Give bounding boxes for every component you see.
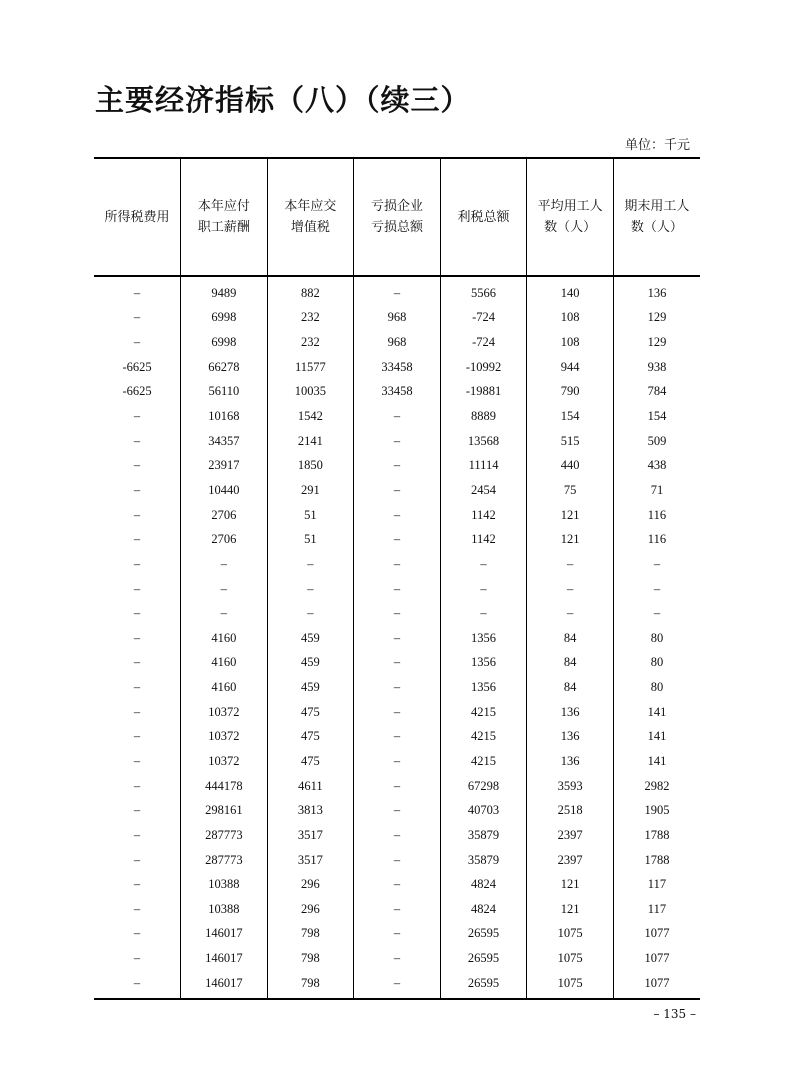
table-cell: – [354,503,441,528]
column-header-line: 平均用工人 [537,199,603,214]
table-cell: 84 [527,651,614,676]
table-cell: – [354,749,441,774]
economic-indicators-table [94,157,700,1000]
table-cell: – [133,310,141,325]
table-cell: 23917 [181,453,268,478]
table-cell: 34357 [181,429,268,454]
column-header-line: 本年应交 [284,199,337,214]
table-cell: 440 [527,453,614,478]
table-cell: 2706 [181,503,268,528]
table-cell: 10372 [181,749,268,774]
table-cell: 1142 [440,527,527,552]
column-header-line: 亏损企业 [370,199,423,214]
table-cell: – [354,700,441,725]
table-cell: -6625 [122,384,152,399]
column-header-line: 职工薪酬 [197,220,250,235]
page-number: – 135 – [653,1007,696,1021]
table-cell: 2518 [527,798,614,823]
table-cell: 117 [613,897,700,922]
table-row [94,276,700,306]
table-cell: -10992 [440,355,527,380]
table-row [94,527,700,552]
table-row [94,306,700,331]
table-body [94,276,700,999]
table-cell: 6998 [181,330,268,355]
table-cell: 10440 [181,478,268,503]
table-cell: – [133,951,141,966]
column-header-line: 增值税 [290,220,330,235]
table-cell: 84 [527,626,614,651]
table-cell: 298161 [181,798,268,823]
table-cell: 232 [267,306,354,331]
table-cell: 75 [527,478,614,503]
table-cell: – [133,704,141,719]
table-cell: 129 [613,330,700,355]
table-cell: 10388 [181,897,268,922]
table-cell: 33458 [354,380,441,405]
table-cell: -6625 [122,359,152,374]
table-row [94,872,700,897]
table-cell: – [267,552,354,577]
table-cell: 938 [613,355,700,380]
table-cell: – [527,577,614,602]
page-title: 主要经济指标（八）（续三） [95,83,471,117]
table-cell: 1142 [440,503,527,528]
table-cell: 2141 [267,429,354,454]
table-cell: 3517 [267,848,354,873]
table-cell: – [354,577,441,602]
table-cell: 26595 [440,946,527,971]
table-cell: – [133,630,141,645]
table-cell: – [133,507,141,522]
table-row [94,330,700,355]
table-cell: 968 [354,330,441,355]
table-row [94,798,700,823]
table-cell: 80 [613,626,700,651]
table-cell: – [181,577,268,602]
table-row [94,601,700,626]
table-cell: – [527,601,614,626]
table-cell: – [354,823,441,848]
table-cell: – [613,577,700,602]
table-cell: 1077 [613,946,700,971]
table-cell: – [354,453,441,478]
table-cell: 4160 [181,651,268,676]
column-header-loss [354,158,441,276]
table-cell: 9489 [181,276,268,306]
table-cell: – [133,852,141,867]
table-cell: 108 [527,306,614,331]
table-cell: – [133,285,141,300]
column-header-profit-tax [440,158,527,276]
table-cell: 1075 [527,922,614,947]
table-row [94,651,700,676]
table-cell: 121 [527,872,614,897]
table-cell: 67298 [440,774,527,799]
table-cell: – [354,429,441,454]
table-cell: 4824 [440,872,527,897]
table-row [94,429,700,454]
table-cell: – [440,601,527,626]
table-cell: – [354,798,441,823]
table-cell: 129 [613,306,700,331]
table-cell: 475 [267,700,354,725]
table-cell: 116 [613,503,700,528]
table-row [94,577,700,602]
table-cell: 459 [267,626,354,651]
table-cell: 232 [267,330,354,355]
table-cell: – [354,404,441,429]
table-cell: – [354,626,441,651]
table-cell: 117 [613,872,700,897]
table-cell: – [133,433,141,448]
table-cell: 1905 [613,798,700,823]
table-cell: – [133,901,141,916]
column-header-payroll [181,158,268,276]
table-cell: – [133,827,141,842]
table-cell: 882 [267,276,354,306]
table-cell: 1356 [440,651,527,676]
table-cell: 2982 [613,774,700,799]
table-cell: 51 [267,527,354,552]
table-cell: 121 [527,897,614,922]
table-cell: 798 [267,971,354,999]
table-cell: – [354,478,441,503]
table-cell: – [354,725,441,750]
table-cell: – [354,601,441,626]
table-cell: 154 [527,404,614,429]
table-cell: 8889 [440,404,527,429]
table-cell: 4215 [440,749,527,774]
column-header-line: 期末用工人 [624,199,690,214]
table-cell: 51 [267,503,354,528]
table-row [94,725,700,750]
table-cell: – [181,601,268,626]
table-row [94,823,700,848]
table-cell: – [133,926,141,941]
table-cell: 10388 [181,872,268,897]
table-row [94,404,700,429]
table-cell: 1356 [440,626,527,651]
table-cell: – [133,581,141,596]
table-cell: – [440,577,527,602]
table-cell: – [354,276,441,306]
table-cell: 2706 [181,527,268,552]
column-header-line: 数（人） [630,220,683,235]
table-cell: – [354,946,441,971]
table-cell: 146017 [181,946,268,971]
table-cell: 141 [613,725,700,750]
table-row [94,700,700,725]
table-cell: – [354,922,441,947]
table-cell: 287773 [181,823,268,848]
table-cell: 146017 [181,922,268,947]
table-cell: – [354,527,441,552]
table-cell: – [133,803,141,818]
table-cell: 287773 [181,848,268,873]
table-row [94,971,700,999]
table-cell: 5566 [440,276,527,306]
table-cell: 2397 [527,848,614,873]
table-cell: 56110 [181,380,268,405]
table-cell: 84 [527,675,614,700]
table-row [94,355,700,380]
table-cell: 968 [354,306,441,331]
table-cell: 40703 [440,798,527,823]
table-cell: 4160 [181,626,268,651]
table-cell: 2454 [440,478,527,503]
column-header-line: 利税总额 [457,209,510,225]
table-cell: -19881 [440,380,527,405]
table-cell: 798 [267,922,354,947]
table-cell: – [133,482,141,497]
column-header-line: 亏损总额 [370,220,423,235]
table-cell: – [133,335,141,350]
table-cell: 80 [613,651,700,676]
table-cell: 296 [267,897,354,922]
column-header-line: 数（人） [544,220,597,235]
table-cell: 1542 [267,404,354,429]
table-cell: 4611 [267,774,354,799]
table-cell: -724 [440,306,527,331]
table-cell: 1356 [440,675,527,700]
column-header-line: 本年应付 [197,199,250,214]
table-cell: 4215 [440,700,527,725]
table-cell: 10035 [267,380,354,405]
table-cell: 33458 [354,355,441,380]
table-cell: 154 [613,404,700,429]
table-cell: 11114 [440,453,527,478]
table-cell: 444178 [181,774,268,799]
table-cell: 784 [613,380,700,405]
table-cell: 108 [527,330,614,355]
table-cell: – [354,872,441,897]
table-cell: – [354,897,441,922]
table-cell: 4824 [440,897,527,922]
table-cell: 136 [527,749,614,774]
table-cell: 10372 [181,700,268,725]
table-cell: 459 [267,651,354,676]
table-cell: 798 [267,946,354,971]
table-cell: 136 [613,276,700,306]
table-cell: – [133,532,141,547]
table-row [94,478,700,503]
table-cell: 66278 [181,355,268,380]
column-header-income-tax [94,158,181,276]
table-cell: – [133,975,141,990]
table-cell: 291 [267,478,354,503]
table-cell: – [133,778,141,793]
table-cell: 146017 [181,971,268,999]
table-cell: – [354,971,441,999]
table-cell: – [133,753,141,768]
table-cell: – [354,675,441,700]
table-cell: – [440,552,527,577]
table-cell: 509 [613,429,700,454]
table-cell: 944 [527,355,614,380]
table-cell: 438 [613,453,700,478]
column-header-end-employees [613,158,700,276]
table-cell: – [133,458,141,473]
table-cell: – [613,601,700,626]
table-cell: 141 [613,700,700,725]
table-cell: – [354,651,441,676]
table-cell: 136 [527,700,614,725]
table-row [94,380,700,405]
table-cell: -724 [440,330,527,355]
table-cell: – [133,409,141,424]
table-cell: 116 [613,527,700,552]
table-cell: – [133,877,141,892]
table-header-row [94,158,700,276]
table-cell: 790 [527,380,614,405]
table-cell: – [267,601,354,626]
table-cell: – [267,577,354,602]
table-cell: 296 [267,872,354,897]
table-row [94,848,700,873]
table-cell: 475 [267,749,354,774]
table-cell: 35879 [440,848,527,873]
table-cell: 10168 [181,404,268,429]
table-cell: 2397 [527,823,614,848]
table-row [94,922,700,947]
table-cell: 3593 [527,774,614,799]
table-cell: – [133,729,141,744]
table-cell: 26595 [440,971,527,999]
table-cell: 1075 [527,971,614,999]
table-cell: 121 [527,527,614,552]
table-cell: – [133,556,141,571]
table-row [94,552,700,577]
table-cell: 3517 [267,823,354,848]
table-cell: 35879 [440,823,527,848]
table-cell: – [613,552,700,577]
table-row [94,453,700,478]
table-row [94,946,700,971]
table-cell: 515 [527,429,614,454]
table-cell: 459 [267,675,354,700]
column-header-vat [267,158,354,276]
table-cell: 1788 [613,848,700,873]
table-cell: 80 [613,675,700,700]
table-cell: 1077 [613,971,700,999]
table-row [94,897,700,922]
table-row [94,626,700,651]
table-cell: 4215 [440,725,527,750]
table-cell: – [354,552,441,577]
table-cell: – [133,606,141,621]
table-cell: 6998 [181,306,268,331]
table-cell: 1850 [267,453,354,478]
table-cell: 136 [527,725,614,750]
table-cell: – [181,552,268,577]
table-cell: 1075 [527,946,614,971]
table-cell: – [133,655,141,670]
table-cell: 1788 [613,823,700,848]
column-header-avg-employees [527,158,614,276]
table-row [94,503,700,528]
table-cell: 26595 [440,922,527,947]
table-cell: 1077 [613,922,700,947]
table-cell: 4160 [181,675,268,700]
table-cell: 3813 [267,798,354,823]
table-cell: 10372 [181,725,268,750]
table-cell: 13568 [440,429,527,454]
table-cell: 475 [267,725,354,750]
table-row [94,774,700,799]
table-cell: – [133,680,141,695]
table-cell: 140 [527,276,614,306]
table-cell: 71 [613,478,700,503]
table-cell: – [527,552,614,577]
table-cell: 141 [613,749,700,774]
unit-label: 单位：千元 [624,138,690,153]
table-cell: – [354,848,441,873]
table-cell: – [354,774,441,799]
table-row [94,675,700,700]
column-header-line: 所得税费用 [104,209,170,225]
table-row [94,749,700,774]
table-cell: 121 [527,503,614,528]
table-cell: 11577 [267,355,354,380]
